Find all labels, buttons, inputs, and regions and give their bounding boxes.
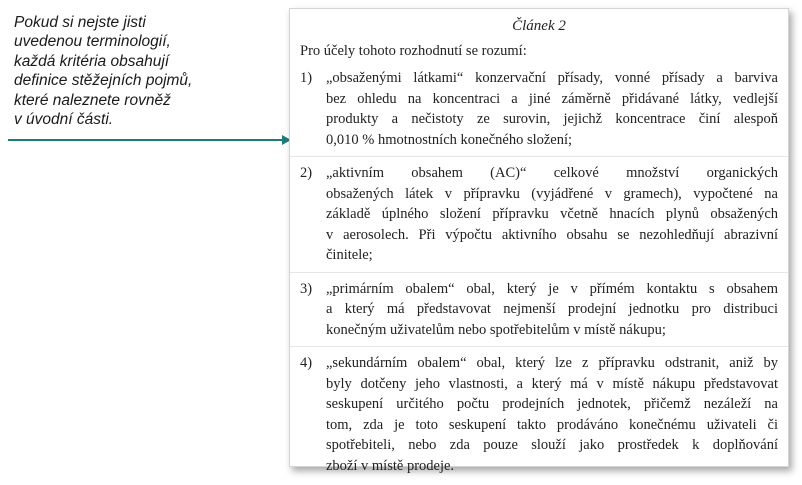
definition-line: „aktivním obsahem (AC)“ celkové množství organických bbox=[326, 165, 778, 181]
definition-number: 4) bbox=[300, 355, 313, 371]
definition-item bbox=[290, 347, 788, 482]
definition-number: 1) bbox=[300, 70, 313, 86]
definition-item bbox=[290, 157, 788, 273]
definition-line: a který má představovat nejmenší prodejní jednotku pro distribuci bbox=[326, 301, 778, 317]
article-intro: Pro účely tohoto rozhodnutí se rozumí: bbox=[300, 43, 527, 59]
definition-line: tom, zda je toto seskupení takto prodáváno konečnému uživateli či bbox=[326, 416, 778, 433]
definition-line: spotřebiteli, nebo zda pouze slouží jako prostředek k doplňování bbox=[326, 437, 778, 453]
definition-text bbox=[326, 353, 778, 476]
side-note-line: definice stěžejních pojmů, bbox=[14, 72, 193, 90]
pointer-arrow-icon bbox=[0, 128, 295, 152]
definition-line: základě úplného složení přípravku včetně hnacích plynů obsažených bbox=[326, 206, 778, 222]
definition-line: 0,010 % hmotnostních konečného složení; bbox=[326, 131, 573, 148]
definition-line: byly dotčeny jeho vlastnosti, a který má v místě nákupu představovat bbox=[326, 375, 778, 392]
side-note-line: Pokud si nejste jisti bbox=[14, 14, 146, 31]
side-note-line: každá kritéria obsahují bbox=[14, 52, 170, 70]
definition-line: konečným uživatelům nebo spotřebitelům v místě nákupu; bbox=[326, 321, 666, 338]
side-note-line: uvedenou terminologií, bbox=[14, 33, 171, 51]
definition-line: činitele; bbox=[326, 247, 373, 263]
definition-line: bez ohledu na koncentraci a jiné záměrně přidávané látky, vedlejší bbox=[326, 90, 778, 107]
definition-item bbox=[290, 62, 788, 157]
definition-line: seskupení určitého počtu prodejních jednotek, přičemž nezáleží na bbox=[326, 396, 778, 412]
definition-number: 2) bbox=[300, 165, 313, 181]
definition-line: obsažených látek v přípravku (vyjádřené v gramech), vypočtené na bbox=[326, 185, 778, 202]
side-note-line: v úvodní části. bbox=[14, 111, 114, 129]
definition-item bbox=[290, 273, 788, 348]
document-excerpt bbox=[289, 8, 789, 474]
definition-line: v aerosolech. Při výpočtu aktivního obsahu se nezohledňují abrazivní bbox=[326, 226, 778, 243]
definition-line: „sekundárním obalem“ obal, který lze z přípravku odstranit, aniž by bbox=[326, 355, 778, 371]
article-title: Článek 2 bbox=[512, 18, 566, 34]
definition-line: „primárním obalem“ obal, který je v přímém kontaktu s obsahem bbox=[326, 280, 778, 297]
definition-text bbox=[326, 163, 778, 266]
definition-text bbox=[326, 279, 778, 341]
definition-list bbox=[290, 62, 788, 482]
definition-line: produkty a nečistoty ze surovin, jejichž koncentrace činí alespoň bbox=[326, 111, 778, 127]
definition-number: 3) bbox=[300, 280, 313, 297]
definition-line: zboží v místě prodeje. bbox=[326, 457, 455, 474]
definition-text bbox=[326, 68, 778, 150]
side-note-line: které naleznete rovněž bbox=[14, 91, 171, 109]
definition-line: „obsaženými látkami“ konzervační přísady, vonné přísady a barviva bbox=[326, 70, 778, 86]
side-note bbox=[14, 13, 264, 129]
